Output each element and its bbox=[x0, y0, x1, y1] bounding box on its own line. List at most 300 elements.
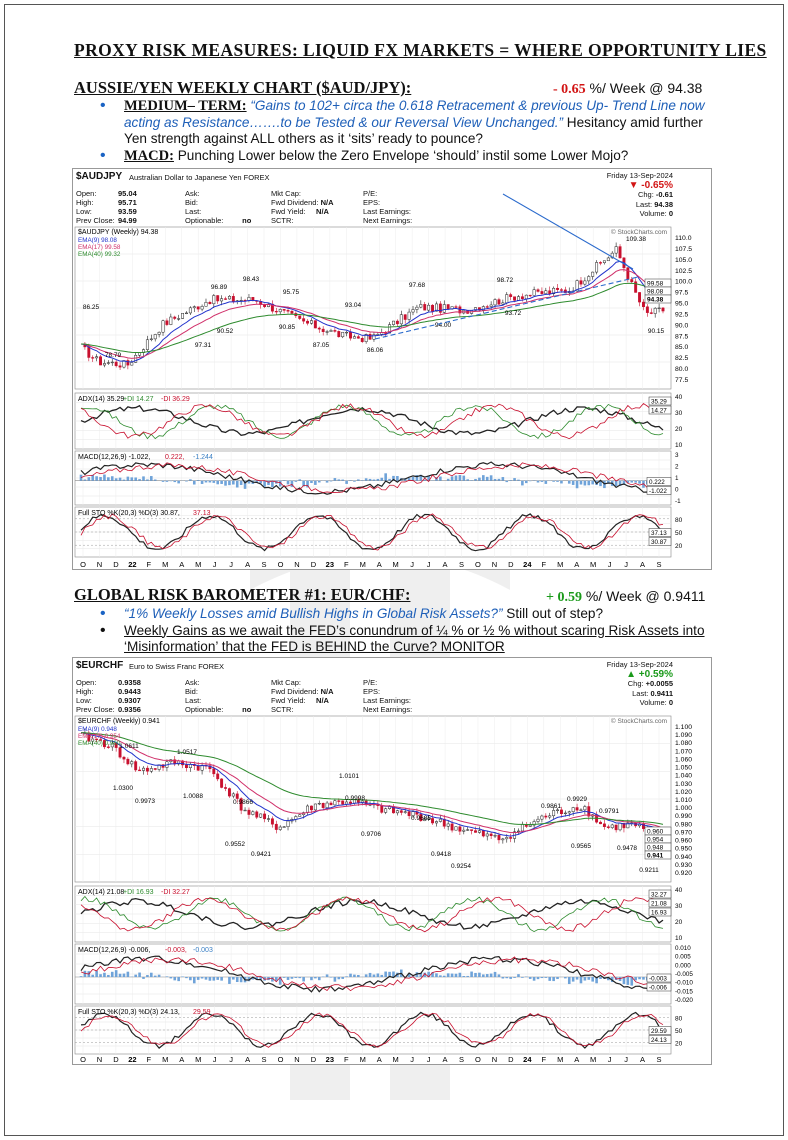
macd-histogram-bar bbox=[95, 971, 98, 977]
macd-histogram-bar bbox=[377, 479, 380, 481]
candle-body bbox=[150, 339, 152, 340]
legend-main: $EURCHF (Weekly) 0.941 bbox=[78, 718, 160, 725]
macd-histogram-bar bbox=[384, 972, 387, 977]
candle-body bbox=[662, 308, 664, 311]
macd-histogram-bar bbox=[517, 480, 520, 481]
macd-histogram-bar bbox=[314, 481, 317, 485]
macd-histogram-bar bbox=[177, 977, 180, 981]
candle-body bbox=[564, 813, 566, 814]
candle-body bbox=[611, 825, 613, 828]
x-axis-label: 24 bbox=[523, 1055, 532, 1064]
candle-body bbox=[306, 806, 308, 813]
candle-body bbox=[279, 309, 281, 311]
price-tick-label: 100.0 bbox=[675, 278, 693, 286]
macd-histogram-bar bbox=[84, 479, 87, 480]
candle-body bbox=[474, 831, 476, 833]
candle-body bbox=[642, 302, 644, 307]
peak-label: 90.52 bbox=[216, 328, 234, 335]
macd-histogram-bar bbox=[509, 977, 512, 979]
macd-histogram-bar bbox=[638, 481, 641, 484]
macd-histogram-bar bbox=[115, 970, 118, 977]
candle-body bbox=[447, 305, 449, 309]
macd-histogram-bar bbox=[349, 974, 352, 977]
peak-label: 93.72 bbox=[504, 310, 522, 317]
candle-body bbox=[658, 308, 660, 309]
candle-body bbox=[119, 366, 121, 367]
chart1-name: Australian Dollar to Japanese Yen FOREX bbox=[129, 173, 270, 182]
price-tag: 94.38 bbox=[647, 296, 664, 304]
section2-bullet-quote bbox=[100, 606, 720, 623]
x-axis-label: D bbox=[310, 560, 317, 569]
candle-body bbox=[420, 304, 422, 307]
candle-body bbox=[349, 332, 351, 338]
macd-histogram-bar bbox=[345, 481, 348, 484]
x-axis-label: O bbox=[475, 560, 481, 569]
macd-hist-legend: -1.244 bbox=[193, 454, 213, 461]
candle-body bbox=[615, 247, 617, 254]
candle-body bbox=[572, 808, 574, 812]
macd-histogram-bar bbox=[584, 481, 587, 486]
macd-histogram-bar bbox=[201, 481, 204, 484]
x-axis-label: J bbox=[607, 1055, 612, 1064]
macd-histogram-bar bbox=[529, 481, 532, 482]
macd-histogram-bar bbox=[576, 977, 579, 980]
candle-body bbox=[490, 834, 492, 836]
macd-histogram-bar bbox=[134, 975, 137, 977]
macd-histogram-bar bbox=[103, 973, 106, 977]
price-tick-label: 1.020 bbox=[675, 788, 693, 796]
peak-label: 109.38 bbox=[626, 236, 646, 243]
candle-body bbox=[502, 303, 504, 304]
macd-histogram-bar bbox=[474, 973, 477, 977]
x-axis-label: N bbox=[491, 560, 498, 569]
peak-label: 90.85 bbox=[278, 324, 296, 331]
candle-body bbox=[232, 794, 234, 796]
peak-label: 78.79 bbox=[104, 352, 122, 359]
candle-body bbox=[549, 816, 551, 817]
section2-bullet-fed bbox=[100, 623, 720, 656]
adx-tick: 40 bbox=[675, 887, 683, 894]
peak-label: 1.0300 bbox=[113, 785, 133, 792]
sto-tick: 50 bbox=[675, 530, 683, 537]
price-tag: 0.941 bbox=[647, 852, 664, 860]
macd-histogram-bar bbox=[380, 478, 383, 481]
adx-legend: ADX(14) 35.29 bbox=[78, 396, 125, 403]
candle-body bbox=[466, 830, 468, 831]
candle-body bbox=[654, 308, 656, 313]
chart2-quote-fields: Ask: Bid: Last: Optionable: no bbox=[185, 678, 252, 714]
peak-label: 1.0611 bbox=[119, 743, 139, 750]
candle-body bbox=[404, 812, 406, 813]
price-tick-label: 110.0 bbox=[675, 235, 692, 242]
candle-body bbox=[588, 276, 590, 280]
section1-bullets bbox=[100, 98, 720, 164]
macd-histogram-bar bbox=[142, 476, 145, 480]
macd-histogram-bar bbox=[357, 479, 360, 480]
x-axis-label: D bbox=[508, 1055, 514, 1064]
macd-histogram-bar bbox=[189, 479, 192, 480]
chart2-earnings-fields: P/E: EPS: Last Earnings: Next Earnings: bbox=[363, 678, 413, 714]
adx-tag: 14.27 bbox=[651, 407, 667, 415]
candle-body bbox=[318, 803, 320, 804]
candle-body bbox=[338, 331, 340, 336]
price-tick-label: 95.0 bbox=[675, 300, 689, 308]
legend-ema40: EMA(40) 0.960 bbox=[78, 740, 121, 747]
price-tick-label: 1.100 bbox=[675, 724, 693, 731]
candle-body bbox=[322, 329, 324, 332]
candle-body bbox=[646, 307, 648, 313]
macd-histogram-bar bbox=[634, 977, 637, 980]
candle-body bbox=[123, 757, 125, 759]
candle-body bbox=[334, 801, 336, 805]
macd-histogram-bar bbox=[130, 477, 133, 480]
macd-histogram-bar bbox=[224, 481, 227, 486]
candle-body bbox=[482, 831, 484, 836]
candle-body bbox=[275, 311, 277, 312]
sto-tick: 80 bbox=[675, 516, 683, 524]
macd-histogram-bar bbox=[228, 481, 231, 485]
macd-histogram-bar bbox=[146, 479, 149, 480]
macd-histogram-bar bbox=[462, 976, 465, 977]
x-axis-label: J bbox=[426, 560, 431, 569]
price-tick-label: 0.940 bbox=[675, 853, 693, 861]
candle-body bbox=[439, 819, 441, 821]
macd-histogram-bar bbox=[365, 974, 368, 977]
x-axis-label: A bbox=[376, 560, 382, 569]
candle-body bbox=[244, 810, 246, 811]
x-axis-label: N bbox=[294, 560, 300, 569]
candle-body bbox=[381, 333, 383, 335]
candle-body bbox=[310, 806, 312, 810]
x-axis-label: A bbox=[376, 1055, 382, 1064]
candle-body bbox=[556, 288, 558, 289]
price-tick-label: 85.0 bbox=[675, 344, 689, 352]
macd-histogram-bar bbox=[298, 479, 301, 480]
candle-body bbox=[189, 308, 191, 313]
candle-body bbox=[607, 827, 609, 828]
macd-histogram-bar bbox=[591, 977, 594, 982]
candle-body bbox=[478, 831, 480, 833]
x-axis-label: 24 bbox=[523, 560, 532, 569]
price-tag: 0.948 bbox=[647, 844, 664, 852]
medium-term-label: MEDIUM– TERM: bbox=[124, 98, 247, 114]
macd-histogram-bar bbox=[318, 977, 321, 980]
macd-histogram-bar bbox=[369, 973, 372, 977]
candle-body bbox=[599, 822, 601, 824]
candle-body bbox=[103, 363, 105, 365]
macd-histogram-bar bbox=[213, 481, 216, 483]
macd-tag: -1.022 bbox=[649, 487, 667, 495]
candle-body bbox=[498, 835, 500, 840]
candle-body bbox=[146, 768, 148, 771]
adx-tag: 21.08 bbox=[651, 900, 667, 908]
candle-body bbox=[357, 337, 359, 339]
x-axis-label: M bbox=[557, 560, 564, 569]
peak-label: 94.00 bbox=[434, 322, 452, 329]
x-axis-label: S bbox=[459, 560, 465, 569]
macd-histogram-bar bbox=[517, 974, 520, 977]
candle-body bbox=[131, 762, 133, 764]
x-axis-label: N bbox=[96, 1055, 103, 1064]
adx-legend: ADX(14) 21.08 bbox=[78, 889, 125, 896]
candle-body bbox=[459, 827, 461, 832]
macd-histogram-bar bbox=[529, 977, 532, 979]
candle-body bbox=[408, 812, 410, 816]
candle-body bbox=[158, 332, 160, 334]
candle-body bbox=[506, 295, 508, 303]
candle-body bbox=[408, 312, 410, 319]
candle-body bbox=[521, 297, 523, 299]
candle-body bbox=[412, 309, 414, 312]
x-axis-label: F bbox=[344, 560, 349, 569]
x-axis-label: M bbox=[162, 560, 169, 569]
macd-histogram-bar bbox=[123, 974, 126, 977]
candle-body bbox=[443, 305, 445, 313]
candle-body bbox=[88, 347, 90, 358]
macd-histogram-bar bbox=[162, 481, 165, 482]
macd-histogram-bar bbox=[552, 481, 555, 482]
peak-label: 0.9706 bbox=[361, 831, 381, 838]
candle-body bbox=[560, 810, 562, 814]
price-tag: 99.58 bbox=[647, 280, 664, 288]
x-axis-label: M bbox=[392, 560, 399, 569]
candle-body bbox=[201, 306, 203, 309]
macd-legend: MACD(12,26,9) -0.006, bbox=[78, 947, 151, 954]
macd-histogram-bar bbox=[298, 977, 301, 978]
sto-d-legend: 29.59 bbox=[193, 1009, 211, 1016]
macd-histogram-bar bbox=[119, 478, 122, 481]
candle-body bbox=[486, 307, 488, 308]
macd-tick: 2 bbox=[675, 463, 679, 471]
macd-histogram-bar bbox=[127, 477, 130, 481]
chart2-ohlc: Open: 0.9358 High: 0.9443 Low: 0.9307 Prev Close: 0.9356 bbox=[76, 678, 141, 714]
stockcharts-credit: © StockCharts.com bbox=[610, 718, 667, 725]
x-axis-label: J bbox=[426, 1055, 431, 1064]
macd-histogram-bar bbox=[568, 481, 571, 484]
candle-body bbox=[326, 803, 328, 808]
macd-histogram-bar bbox=[205, 481, 208, 483]
macd-histogram-bar bbox=[185, 481, 188, 482]
macd-tick: -0.005 bbox=[675, 971, 693, 978]
x-axis-label: A bbox=[442, 560, 448, 569]
candle-body bbox=[177, 318, 179, 319]
price-tag: 0.960 bbox=[647, 828, 664, 836]
x-axis-label: S bbox=[261, 560, 267, 569]
candle-body bbox=[631, 279, 633, 281]
candle-body bbox=[392, 321, 394, 325]
x-axis-label: 23 bbox=[325, 1055, 335, 1064]
macd-tag: 0.222 bbox=[649, 478, 665, 486]
mdi-legend: -DI 32.27 bbox=[161, 889, 190, 896]
adx-tag: 35.29 bbox=[651, 398, 667, 406]
macd-histogram-bar bbox=[236, 481, 239, 488]
candle-body bbox=[607, 258, 609, 261]
peak-label: 97.68 bbox=[408, 282, 426, 289]
price-tick-label: 0.930 bbox=[675, 861, 693, 869]
macd-histogram-bar bbox=[396, 476, 399, 481]
candle-body bbox=[627, 268, 629, 280]
candle-body bbox=[568, 812, 570, 813]
macd-histogram-bar bbox=[388, 479, 391, 481]
macd-histogram-bar bbox=[138, 479, 141, 481]
candle-body bbox=[455, 307, 457, 308]
x-axis-label: S bbox=[656, 560, 662, 569]
price-tick-label: 87.5 bbox=[675, 333, 689, 341]
chart2-name: Euro to Swiss Franc FOREX bbox=[129, 662, 225, 671]
x-axis-label: J bbox=[624, 560, 628, 569]
adx-tick: 20 bbox=[675, 919, 683, 926]
price-tick-label: 0.990 bbox=[675, 813, 693, 821]
macd-histogram-bar bbox=[291, 977, 294, 979]
chart2-date-box: Friday 13-Sep-2024 ▲ +0.59% Chg: +0.0055 Last: 0.9411 Volume: 0 bbox=[606, 660, 673, 707]
macd-histogram-bar bbox=[326, 974, 329, 977]
candle-body bbox=[197, 307, 199, 309]
candle-body bbox=[228, 789, 230, 797]
macd-histogram-bar bbox=[80, 475, 83, 481]
macd-histogram-bar bbox=[232, 977, 235, 980]
peak-label: 96.89 bbox=[210, 284, 228, 291]
macd-histogram-bar bbox=[541, 481, 544, 482]
macd-histogram-bar bbox=[556, 977, 559, 979]
price-tag: 98.08 bbox=[647, 288, 664, 296]
x-axis-label: S bbox=[261, 1055, 267, 1064]
x-axis-label: J bbox=[410, 1055, 415, 1064]
x-axis-label: O bbox=[277, 560, 284, 569]
candle-body bbox=[326, 332, 328, 333]
chart1-plot bbox=[73, 169, 711, 569]
macd-histogram-bar bbox=[158, 975, 161, 977]
x-axis-label: M bbox=[392, 1055, 399, 1064]
candle-body bbox=[494, 300, 496, 305]
macd-histogram-bar bbox=[494, 972, 497, 977]
macd-histogram-bar bbox=[576, 481, 579, 489]
candle-body bbox=[486, 834, 488, 836]
candle-body bbox=[619, 823, 621, 830]
macd-histogram-bar bbox=[138, 973, 141, 977]
adx-tag: 16.93 bbox=[651, 909, 667, 917]
macd-histogram-bar bbox=[630, 481, 633, 483]
macd-histogram-bar bbox=[88, 477, 91, 480]
peak-label: 0.9254 bbox=[451, 863, 471, 870]
candle-body bbox=[404, 315, 406, 320]
candle-body bbox=[576, 808, 578, 811]
peak-label: 90.15 bbox=[647, 328, 665, 335]
macd-tick: 1 bbox=[675, 475, 679, 482]
candle-body bbox=[541, 291, 543, 293]
candle-body bbox=[455, 827, 457, 830]
pdi-legend: +DI 14.27 bbox=[123, 396, 154, 403]
candle-body bbox=[345, 332, 347, 333]
candle-body bbox=[314, 804, 316, 810]
candle-body bbox=[509, 837, 511, 838]
x-axis-label: 23 bbox=[325, 560, 335, 569]
price-tag: 0.954 bbox=[647, 836, 664, 844]
macd-tick: 0.010 bbox=[675, 945, 691, 952]
peak-label: 0.9973 bbox=[135, 798, 155, 805]
macd-histogram-bar bbox=[587, 977, 590, 980]
macd-histogram-bar bbox=[642, 977, 645, 980]
macd-histogram-bar bbox=[107, 477, 110, 480]
sto-legend: Full STO %K(20,3) %D(3) 30.87, bbox=[78, 510, 180, 517]
candle-body bbox=[494, 835, 496, 836]
x-axis-label: O bbox=[277, 1055, 284, 1064]
x-axis-label: F bbox=[344, 1055, 349, 1064]
macd-histogram-bar bbox=[380, 975, 383, 977]
candle-body bbox=[330, 803, 332, 805]
peak-label: 87.05 bbox=[312, 342, 330, 349]
candle-body bbox=[490, 305, 492, 307]
macd-tick: -0.010 bbox=[675, 979, 693, 987]
chart1-date-box: Friday 13-Sep-2024 ▼ -0.65% Chg: -0.61 Last: 94.38 Volume: 0 bbox=[606, 171, 673, 218]
macd-histogram-bar bbox=[474, 479, 477, 481]
x-axis-label: J bbox=[624, 1055, 628, 1064]
macd-histogram-bar bbox=[537, 481, 540, 483]
macd-histogram-bar bbox=[310, 481, 313, 483]
macd-histogram-bar bbox=[173, 977, 176, 980]
candle-body bbox=[396, 811, 398, 813]
candle-body bbox=[127, 759, 129, 764]
candle-body bbox=[224, 787, 226, 788]
peak-label: 95.75 bbox=[282, 289, 300, 296]
peak-label: 98.72 bbox=[496, 277, 514, 284]
candle-body bbox=[560, 290, 562, 291]
macd-tick: -0.020 bbox=[675, 997, 693, 1004]
candle-body bbox=[166, 321, 168, 325]
price-tick-label: 0.970 bbox=[675, 829, 693, 837]
macd-histogram-bar bbox=[373, 480, 376, 481]
x-axis-label: D bbox=[113, 1055, 119, 1064]
medium-term-text: Hesitancy amid further Yen strength against ALL others as it ‘sits’ ready to pounce? bbox=[124, 114, 703, 146]
macd-histogram-bar bbox=[99, 477, 102, 481]
x-axis-label: O bbox=[80, 560, 86, 569]
sto-legend: Full STO %K(20,3) %D(3) 24.13, bbox=[78, 1009, 180, 1016]
candle-body bbox=[185, 313, 187, 314]
x-axis-label: S bbox=[656, 1055, 662, 1064]
x-axis-label: S bbox=[459, 1055, 465, 1064]
x-axis-label: 22 bbox=[128, 560, 137, 569]
macd-histogram-bar bbox=[502, 477, 505, 481]
macd-histogram-bar bbox=[498, 479, 501, 481]
candle-body bbox=[509, 295, 511, 297]
x-axis-label: M bbox=[359, 560, 366, 569]
macd-histogram-bar bbox=[345, 976, 348, 977]
macd-histogram-bar bbox=[568, 977, 571, 984]
x-axis-label: J bbox=[410, 560, 415, 569]
section2-fed-text: Weekly Gains as we await the FED’s conundrum of ¼ % or ½ % without scaring Risk Assets into ‘Misinformation’ that the FED is BEHIND the Curve? MONITOR bbox=[124, 622, 705, 654]
sto-tick: 20 bbox=[675, 543, 683, 551]
peak-label: 0.9998 bbox=[345, 795, 365, 802]
x-axis-label: M bbox=[590, 1055, 597, 1064]
macd-histogram-bar bbox=[240, 977, 243, 982]
candle-body bbox=[650, 313, 652, 314]
macd-histogram-bar bbox=[353, 975, 356, 977]
candle-body bbox=[595, 262, 597, 272]
candle-body bbox=[599, 262, 601, 263]
candle-body bbox=[353, 337, 355, 339]
candle-body bbox=[146, 340, 148, 350]
price-tick-label: 1.090 bbox=[675, 732, 693, 740]
macd-histogram-bar bbox=[201, 977, 204, 978]
macd-histogram-bar bbox=[111, 972, 114, 977]
candle-body bbox=[252, 812, 254, 815]
pdi-legend: +DI 16.93 bbox=[123, 889, 154, 896]
candle-body bbox=[283, 309, 285, 310]
sto-tick: 20 bbox=[675, 1040, 683, 1048]
candle-body bbox=[217, 774, 219, 779]
macd-histogram-bar bbox=[337, 479, 340, 480]
candle-body bbox=[529, 825, 531, 826]
price-tick-label: 1.050 bbox=[675, 764, 693, 772]
